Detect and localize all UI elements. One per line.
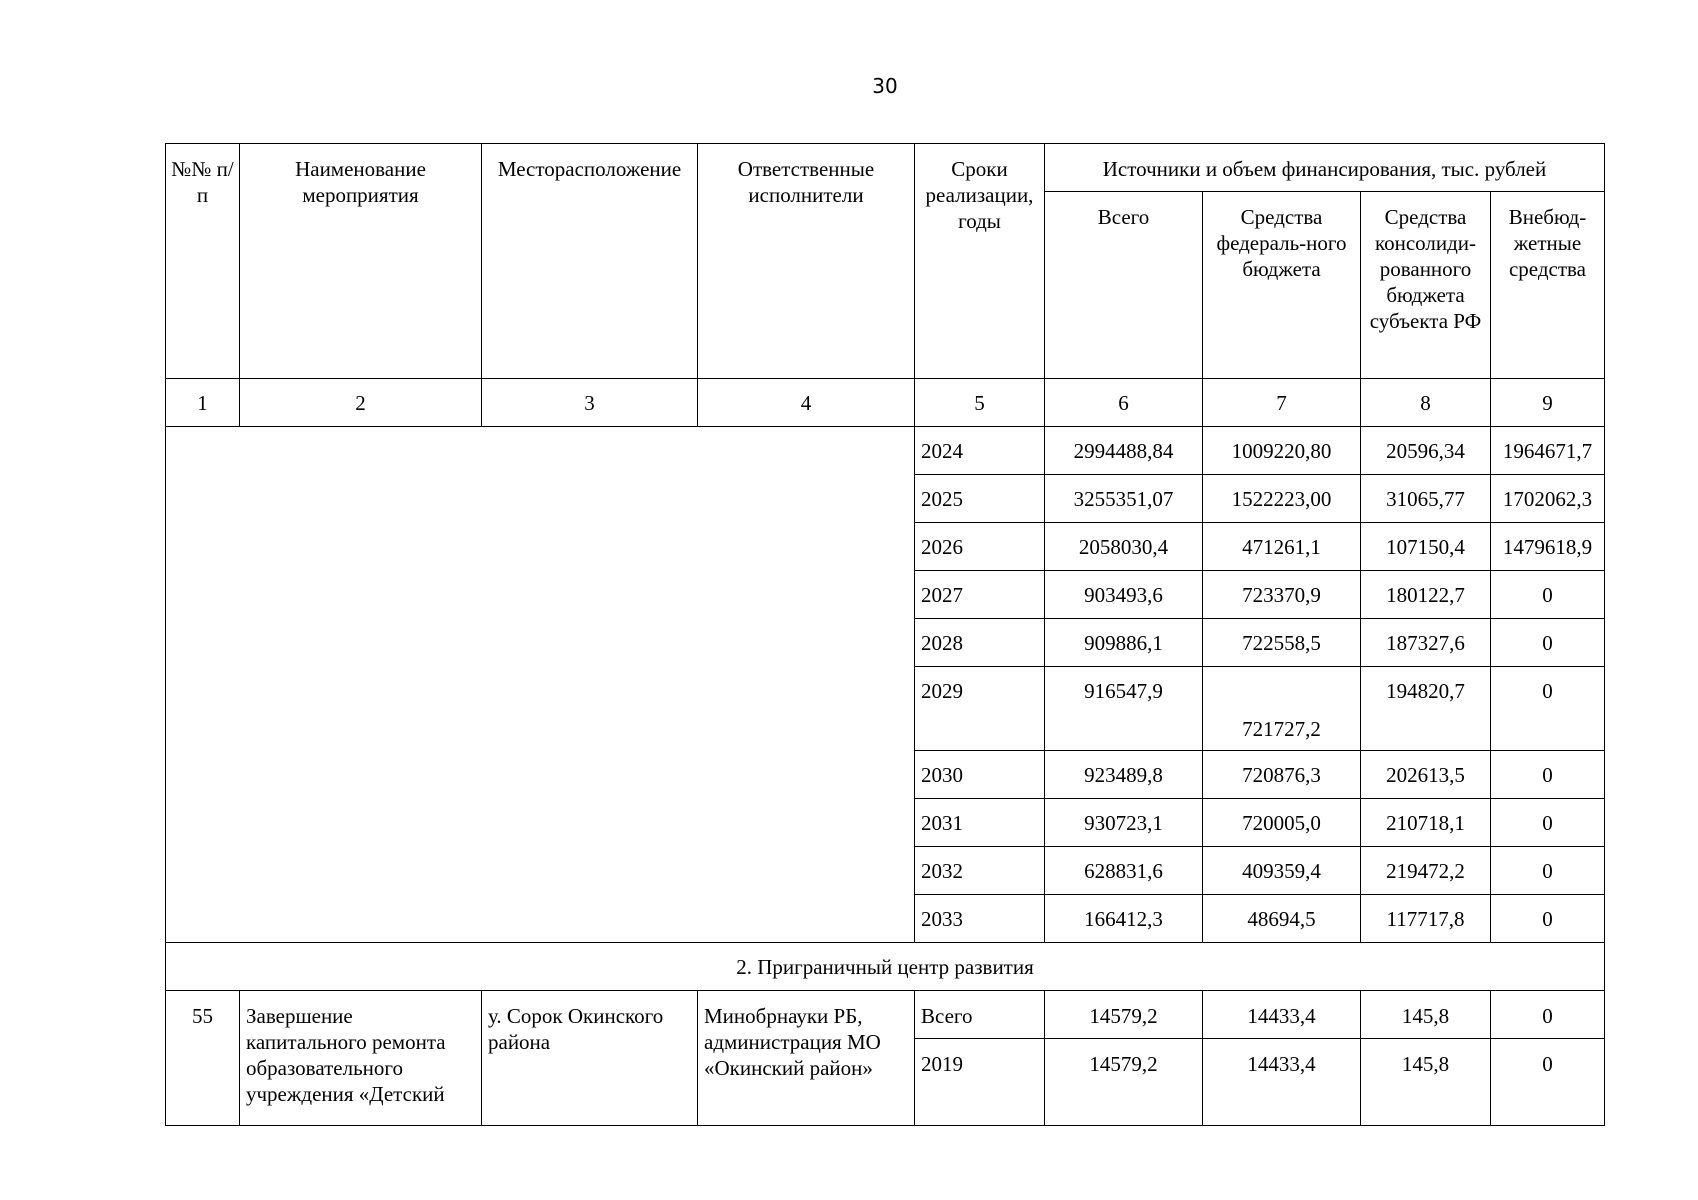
regional-cell: 107150,4 [1361, 523, 1491, 571]
total-cell: 628831,6 [1045, 847, 1203, 895]
extra-cell: 0 [1491, 619, 1605, 667]
year-cell: 2024 [915, 427, 1045, 475]
header-extrabudget: Внебюд-жетные средства [1491, 192, 1605, 379]
header-executors: Ответственные исполнители [698, 144, 915, 379]
item-period-cell: 2019 [915, 1039, 1045, 1126]
column-number: 9 [1491, 379, 1605, 427]
year-cell: 2028 [915, 619, 1045, 667]
item-executors: Минобрнауки РБ, администрация МО «Окинский район» [698, 991, 915, 1126]
regional-cell: 210718,1 [1361, 799, 1491, 847]
year-cell: 2026 [915, 523, 1045, 571]
header-financing-group: Источники и объем финансирования, тыс. рублей [1045, 144, 1605, 192]
item-regional-cell: 145,8 [1361, 991, 1491, 1039]
extra-cell: 1702062,3 [1491, 475, 1605, 523]
total-cell: 2994488,84 [1045, 427, 1203, 475]
federal-cell: 721727,2 [1203, 667, 1361, 751]
page-number: 30 [872, 74, 898, 98]
total-cell: 166412,3 [1045, 895, 1203, 943]
federal-cell: 722558,5 [1203, 619, 1361, 667]
year-cell: 2029 [915, 667, 1045, 751]
section-title: 2. Приграничный центр развития [166, 943, 1605, 991]
item-total-cell: 14579,2 [1045, 1039, 1203, 1126]
regional-cell: 31065,77 [1361, 475, 1491, 523]
item-row [166, 991, 1605, 1039]
total-cell: 930723,1 [1045, 799, 1203, 847]
section-row [166, 943, 1605, 991]
extra-cell: 0 [1491, 751, 1605, 799]
extra-cell: 0 [1491, 895, 1605, 943]
column-number: 3 [482, 379, 698, 427]
federal-cell: 723370,9 [1203, 571, 1361, 619]
year-cell: 2033 [915, 895, 1045, 943]
year-cell: 2032 [915, 847, 1045, 895]
header-event-name: Наименование мероприятия [240, 144, 482, 379]
year-row [166, 427, 1605, 475]
item-location: у. Сорок Окинского района [482, 991, 698, 1126]
federal-cell: 720005,0 [1203, 799, 1361, 847]
extra-cell: 0 [1491, 667, 1605, 751]
year-cell: 2027 [915, 571, 1045, 619]
column-number: 2 [240, 379, 482, 427]
item-number: 55 [166, 991, 240, 1126]
regional-cell: 194820,7 [1361, 667, 1491, 751]
regional-cell: 180122,7 [1361, 571, 1491, 619]
item-extra-cell: 0 [1491, 991, 1605, 1039]
year-cell: 2025 [915, 475, 1045, 523]
federal-cell: 409359,4 [1203, 847, 1361, 895]
extra-cell: 1479618,9 [1491, 523, 1605, 571]
header-period: Сроки реализации, годы [915, 144, 1045, 379]
extra-cell: 0 [1491, 847, 1605, 895]
year-cell: 2031 [915, 799, 1045, 847]
column-number: 6 [1045, 379, 1203, 427]
extra-cell: 0 [1491, 571, 1605, 619]
item-federal-cell: 14433,4 [1203, 1039, 1361, 1126]
column-number: 4 [698, 379, 915, 427]
item-regional-cell: 145,8 [1361, 1039, 1491, 1126]
total-cell: 909886,1 [1045, 619, 1203, 667]
item-extra-cell: 0 [1491, 1039, 1605, 1126]
financing-table [165, 143, 1605, 1126]
federal-cell: 48694,5 [1203, 895, 1361, 943]
column-number: 5 [915, 379, 1045, 427]
regional-cell: 117717,8 [1361, 895, 1491, 943]
header-total: Всего [1045, 192, 1203, 379]
total-cell: 923489,8 [1045, 751, 1203, 799]
total-cell: 916547,9 [1045, 667, 1203, 751]
federal-cell: 720876,3 [1203, 751, 1361, 799]
header-row [166, 144, 1605, 192]
total-cell: 903493,6 [1045, 571, 1203, 619]
column-number: 8 [1361, 379, 1491, 427]
extra-cell: 0 [1491, 799, 1605, 847]
merged-empty-cell [166, 427, 915, 943]
header-federal: Средства федераль-ного бюджета [1203, 192, 1361, 379]
federal-cell: 471261,1 [1203, 523, 1361, 571]
item-federal-cell: 14433,4 [1203, 991, 1361, 1039]
total-cell: 3255351,07 [1045, 475, 1203, 523]
column-number: 7 [1203, 379, 1361, 427]
column-number-row [166, 379, 1605, 427]
header-location: Месторасположение [482, 144, 698, 379]
federal-cell: 1009220,80 [1203, 427, 1361, 475]
column-number: 1 [166, 379, 240, 427]
item-name: Завершение капитального ремонта образовательного учреждения «Детский [240, 991, 482, 1126]
regional-cell: 219472,2 [1361, 847, 1491, 895]
header-regional: Средства консолиди-рованного бюджета субъекта РФ [1361, 192, 1491, 379]
federal-cell: 1522223,00 [1203, 475, 1361, 523]
header-number: №№ п/п [166, 144, 240, 379]
item-period-cell: Всего [915, 991, 1045, 1039]
item-total-cell: 14579,2 [1045, 991, 1203, 1039]
extra-cell: 1964671,7 [1491, 427, 1605, 475]
regional-cell: 20596,34 [1361, 427, 1491, 475]
total-cell: 2058030,4 [1045, 523, 1203, 571]
year-cell: 2030 [915, 751, 1045, 799]
regional-cell: 187327,6 [1361, 619, 1491, 667]
regional-cell: 202613,5 [1361, 751, 1491, 799]
